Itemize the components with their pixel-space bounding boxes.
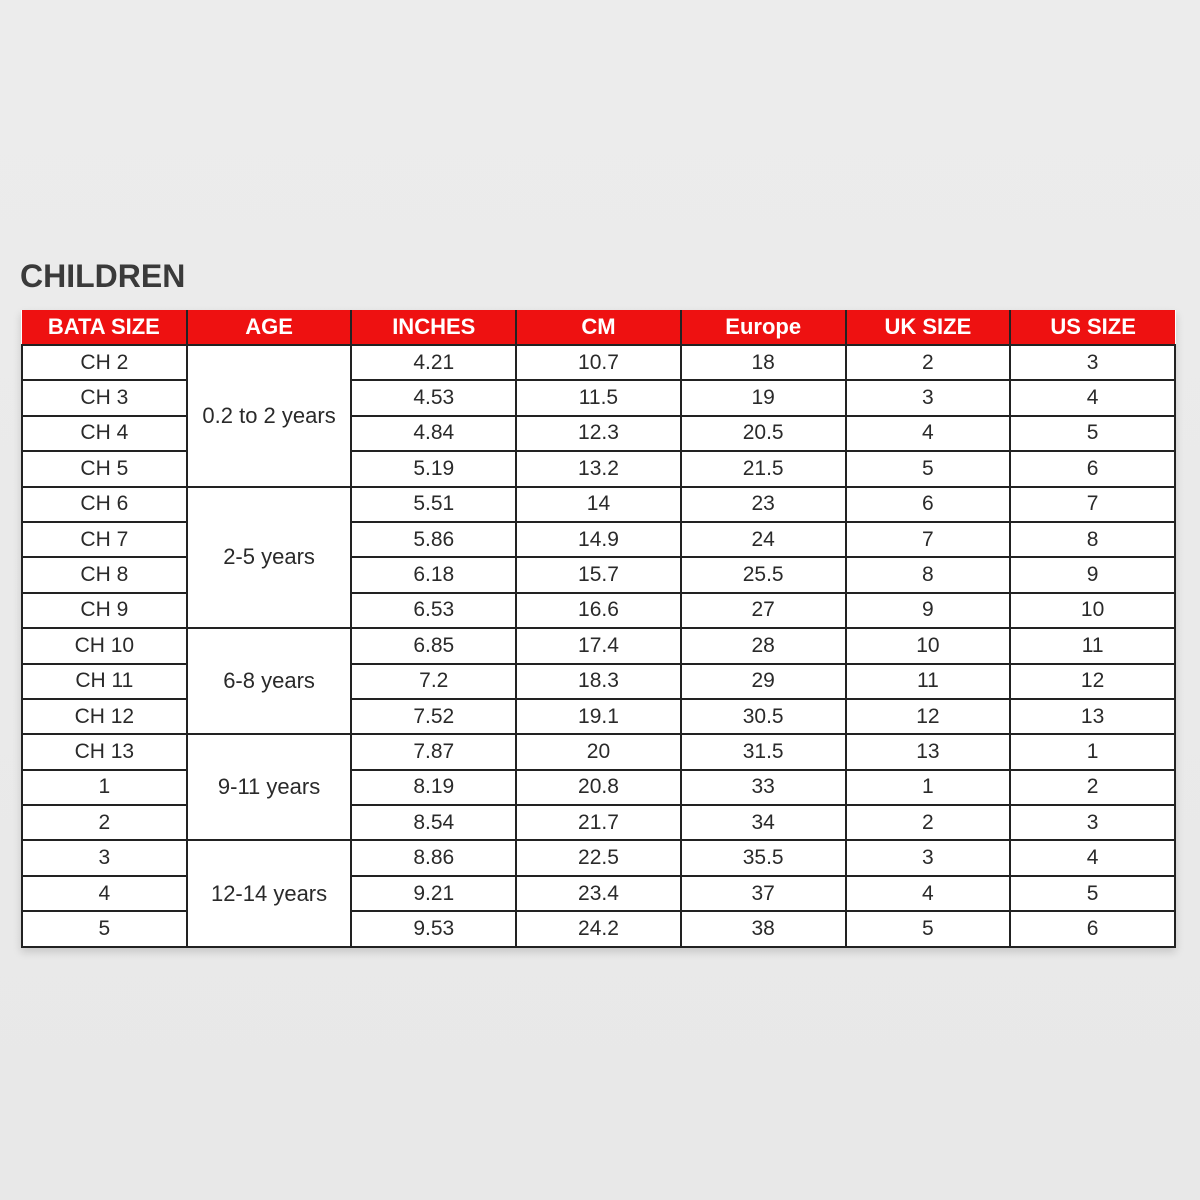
cell-cm: 20.8: [516, 770, 681, 805]
size-chart-table: [21, 310, 1176, 948]
cell-cm: 20: [516, 734, 681, 769]
cell-us-size: 13: [1010, 699, 1175, 734]
cell-bata-size: CH 12: [22, 699, 187, 734]
cell-us-size: 10: [1010, 593, 1175, 628]
cell-europe: 23: [681, 487, 846, 522]
cell-inches: 6.53: [351, 593, 516, 628]
cell-us-size: 7: [1010, 487, 1175, 522]
cell-inches: 5.19: [351, 451, 516, 486]
cell-uk-size: 10: [846, 628, 1011, 663]
header-uk-size: UK SIZE: [846, 310, 1011, 345]
cell-europe: 33: [681, 770, 846, 805]
cell-europe: 18: [681, 345, 846, 380]
cell-inches: 6.18: [351, 557, 516, 592]
cell-us-size: 3: [1010, 345, 1175, 380]
cell-bata-size: 3: [22, 840, 187, 875]
cell-bata-size: CH 2: [22, 345, 187, 380]
cell-bata-size: 1: [22, 770, 187, 805]
cell-europe: 31.5: [681, 734, 846, 769]
cell-cm: 21.7: [516, 805, 681, 840]
cell-bata-size: 4: [22, 876, 187, 911]
cell-uk-size: 12: [846, 699, 1011, 734]
cell-europe: 35.5: [681, 840, 846, 875]
header-bata-size: BATA SIZE: [22, 310, 187, 345]
cell-us-size: 9: [1010, 557, 1175, 592]
cell-us-size: 4: [1010, 380, 1175, 415]
cell-europe: 28: [681, 628, 846, 663]
table-row: [22, 628, 1175, 663]
cell-us-size: 4: [1010, 840, 1175, 875]
cell-uk-size: 6: [846, 487, 1011, 522]
cell-uk-size: 11: [846, 664, 1011, 699]
cell-age-group: 9-11 years: [187, 734, 352, 840]
cell-inches: 8.19: [351, 770, 516, 805]
header-us-size: US SIZE: [1010, 310, 1175, 345]
cell-europe: 19: [681, 380, 846, 415]
cell-inches: 7.2: [351, 664, 516, 699]
cell-bata-size: CH 5: [22, 451, 187, 486]
cell-inches: 4.21: [351, 345, 516, 380]
section-title: CHILDREN: [20, 258, 186, 294]
cell-us-size: 3: [1010, 805, 1175, 840]
cell-inches: 8.86: [351, 840, 516, 875]
header-cm: CM: [516, 310, 681, 345]
cell-cm: 14: [516, 487, 681, 522]
cell-inches: 7.52: [351, 699, 516, 734]
table-body: [22, 345, 1175, 947]
cell-us-size: 6: [1010, 911, 1175, 946]
cell-bata-size: 2: [22, 805, 187, 840]
cell-europe: 27: [681, 593, 846, 628]
cell-inches: 4.84: [351, 416, 516, 451]
cell-cm: 12.3: [516, 416, 681, 451]
cell-cm: 22.5: [516, 840, 681, 875]
cell-us-size: 11: [1010, 628, 1175, 663]
cell-cm: 11.5: [516, 380, 681, 415]
cell-uk-size: 4: [846, 416, 1011, 451]
cell-cm: 13.2: [516, 451, 681, 486]
cell-uk-size: 1: [846, 770, 1011, 805]
cell-us-size: 5: [1010, 416, 1175, 451]
cell-cm: 24.2: [516, 911, 681, 946]
cell-uk-size: 2: [846, 805, 1011, 840]
cell-us-size: 12: [1010, 664, 1175, 699]
cell-us-size: 6: [1010, 451, 1175, 486]
cell-europe: 34: [681, 805, 846, 840]
cell-age-group: 0.2 to 2 years: [187, 345, 352, 487]
cell-europe: 38: [681, 911, 846, 946]
cell-bata-size: CH 10: [22, 628, 187, 663]
cell-uk-size: 2: [846, 345, 1011, 380]
cell-europe: 37: [681, 876, 846, 911]
cell-bata-size: CH 8: [22, 557, 187, 592]
cell-uk-size: 3: [846, 380, 1011, 415]
cell-europe: 30.5: [681, 699, 846, 734]
cell-inches: 4.53: [351, 380, 516, 415]
header-europe: Europe: [681, 310, 846, 345]
cell-cm: 18.3: [516, 664, 681, 699]
cell-uk-size: 7: [846, 522, 1011, 557]
cell-bata-size: CH 4: [22, 416, 187, 451]
cell-europe: 24: [681, 522, 846, 557]
cell-uk-size: 8: [846, 557, 1011, 592]
cell-bata-size: CH 3: [22, 380, 187, 415]
table-row: [22, 840, 1175, 875]
cell-inches: 9.53: [351, 911, 516, 946]
cell-bata-size: CH 9: [22, 593, 187, 628]
cell-inches: 5.86: [351, 522, 516, 557]
table-row: [22, 734, 1175, 769]
cell-cm: 23.4: [516, 876, 681, 911]
cell-us-size: 2: [1010, 770, 1175, 805]
table-row: [22, 487, 1175, 522]
cell-cm: 10.7: [516, 345, 681, 380]
cell-age-group: 6-8 years: [187, 628, 352, 734]
cell-bata-size: CH 7: [22, 522, 187, 557]
cell-cm: 17.4: [516, 628, 681, 663]
cell-bata-size: CH 13: [22, 734, 187, 769]
table-row: [22, 345, 1175, 380]
cell-inches: 7.87: [351, 734, 516, 769]
cell-us-size: 1: [1010, 734, 1175, 769]
cell-age-group: 12-14 years: [187, 840, 352, 946]
cell-europe: 20.5: [681, 416, 846, 451]
cell-europe: 21.5: [681, 451, 846, 486]
header-row: [22, 310, 1175, 345]
header-inches: INCHES: [351, 310, 516, 345]
header-age: AGE: [187, 310, 352, 345]
cell-inches: 5.51: [351, 487, 516, 522]
cell-uk-size: 9: [846, 593, 1011, 628]
cell-uk-size: 13: [846, 734, 1011, 769]
cell-uk-size: 5: [846, 451, 1011, 486]
cell-inches: 9.21: [351, 876, 516, 911]
cell-bata-size: CH 6: [22, 487, 187, 522]
cell-cm: 16.6: [516, 593, 681, 628]
cell-europe: 25.5: [681, 557, 846, 592]
cell-europe: 29: [681, 664, 846, 699]
cell-us-size: 8: [1010, 522, 1175, 557]
cell-us-size: 5: [1010, 876, 1175, 911]
cell-cm: 15.7: [516, 557, 681, 592]
cell-bata-size: 5: [22, 911, 187, 946]
cell-uk-size: 3: [846, 840, 1011, 875]
cell-bata-size: CH 11: [22, 664, 187, 699]
cell-inches: 6.85: [351, 628, 516, 663]
cell-age-group: 2-5 years: [187, 487, 352, 629]
cell-uk-size: 4: [846, 876, 1011, 911]
cell-cm: 19.1: [516, 699, 681, 734]
cell-cm: 14.9: [516, 522, 681, 557]
cell-inches: 8.54: [351, 805, 516, 840]
cell-uk-size: 5: [846, 911, 1011, 946]
